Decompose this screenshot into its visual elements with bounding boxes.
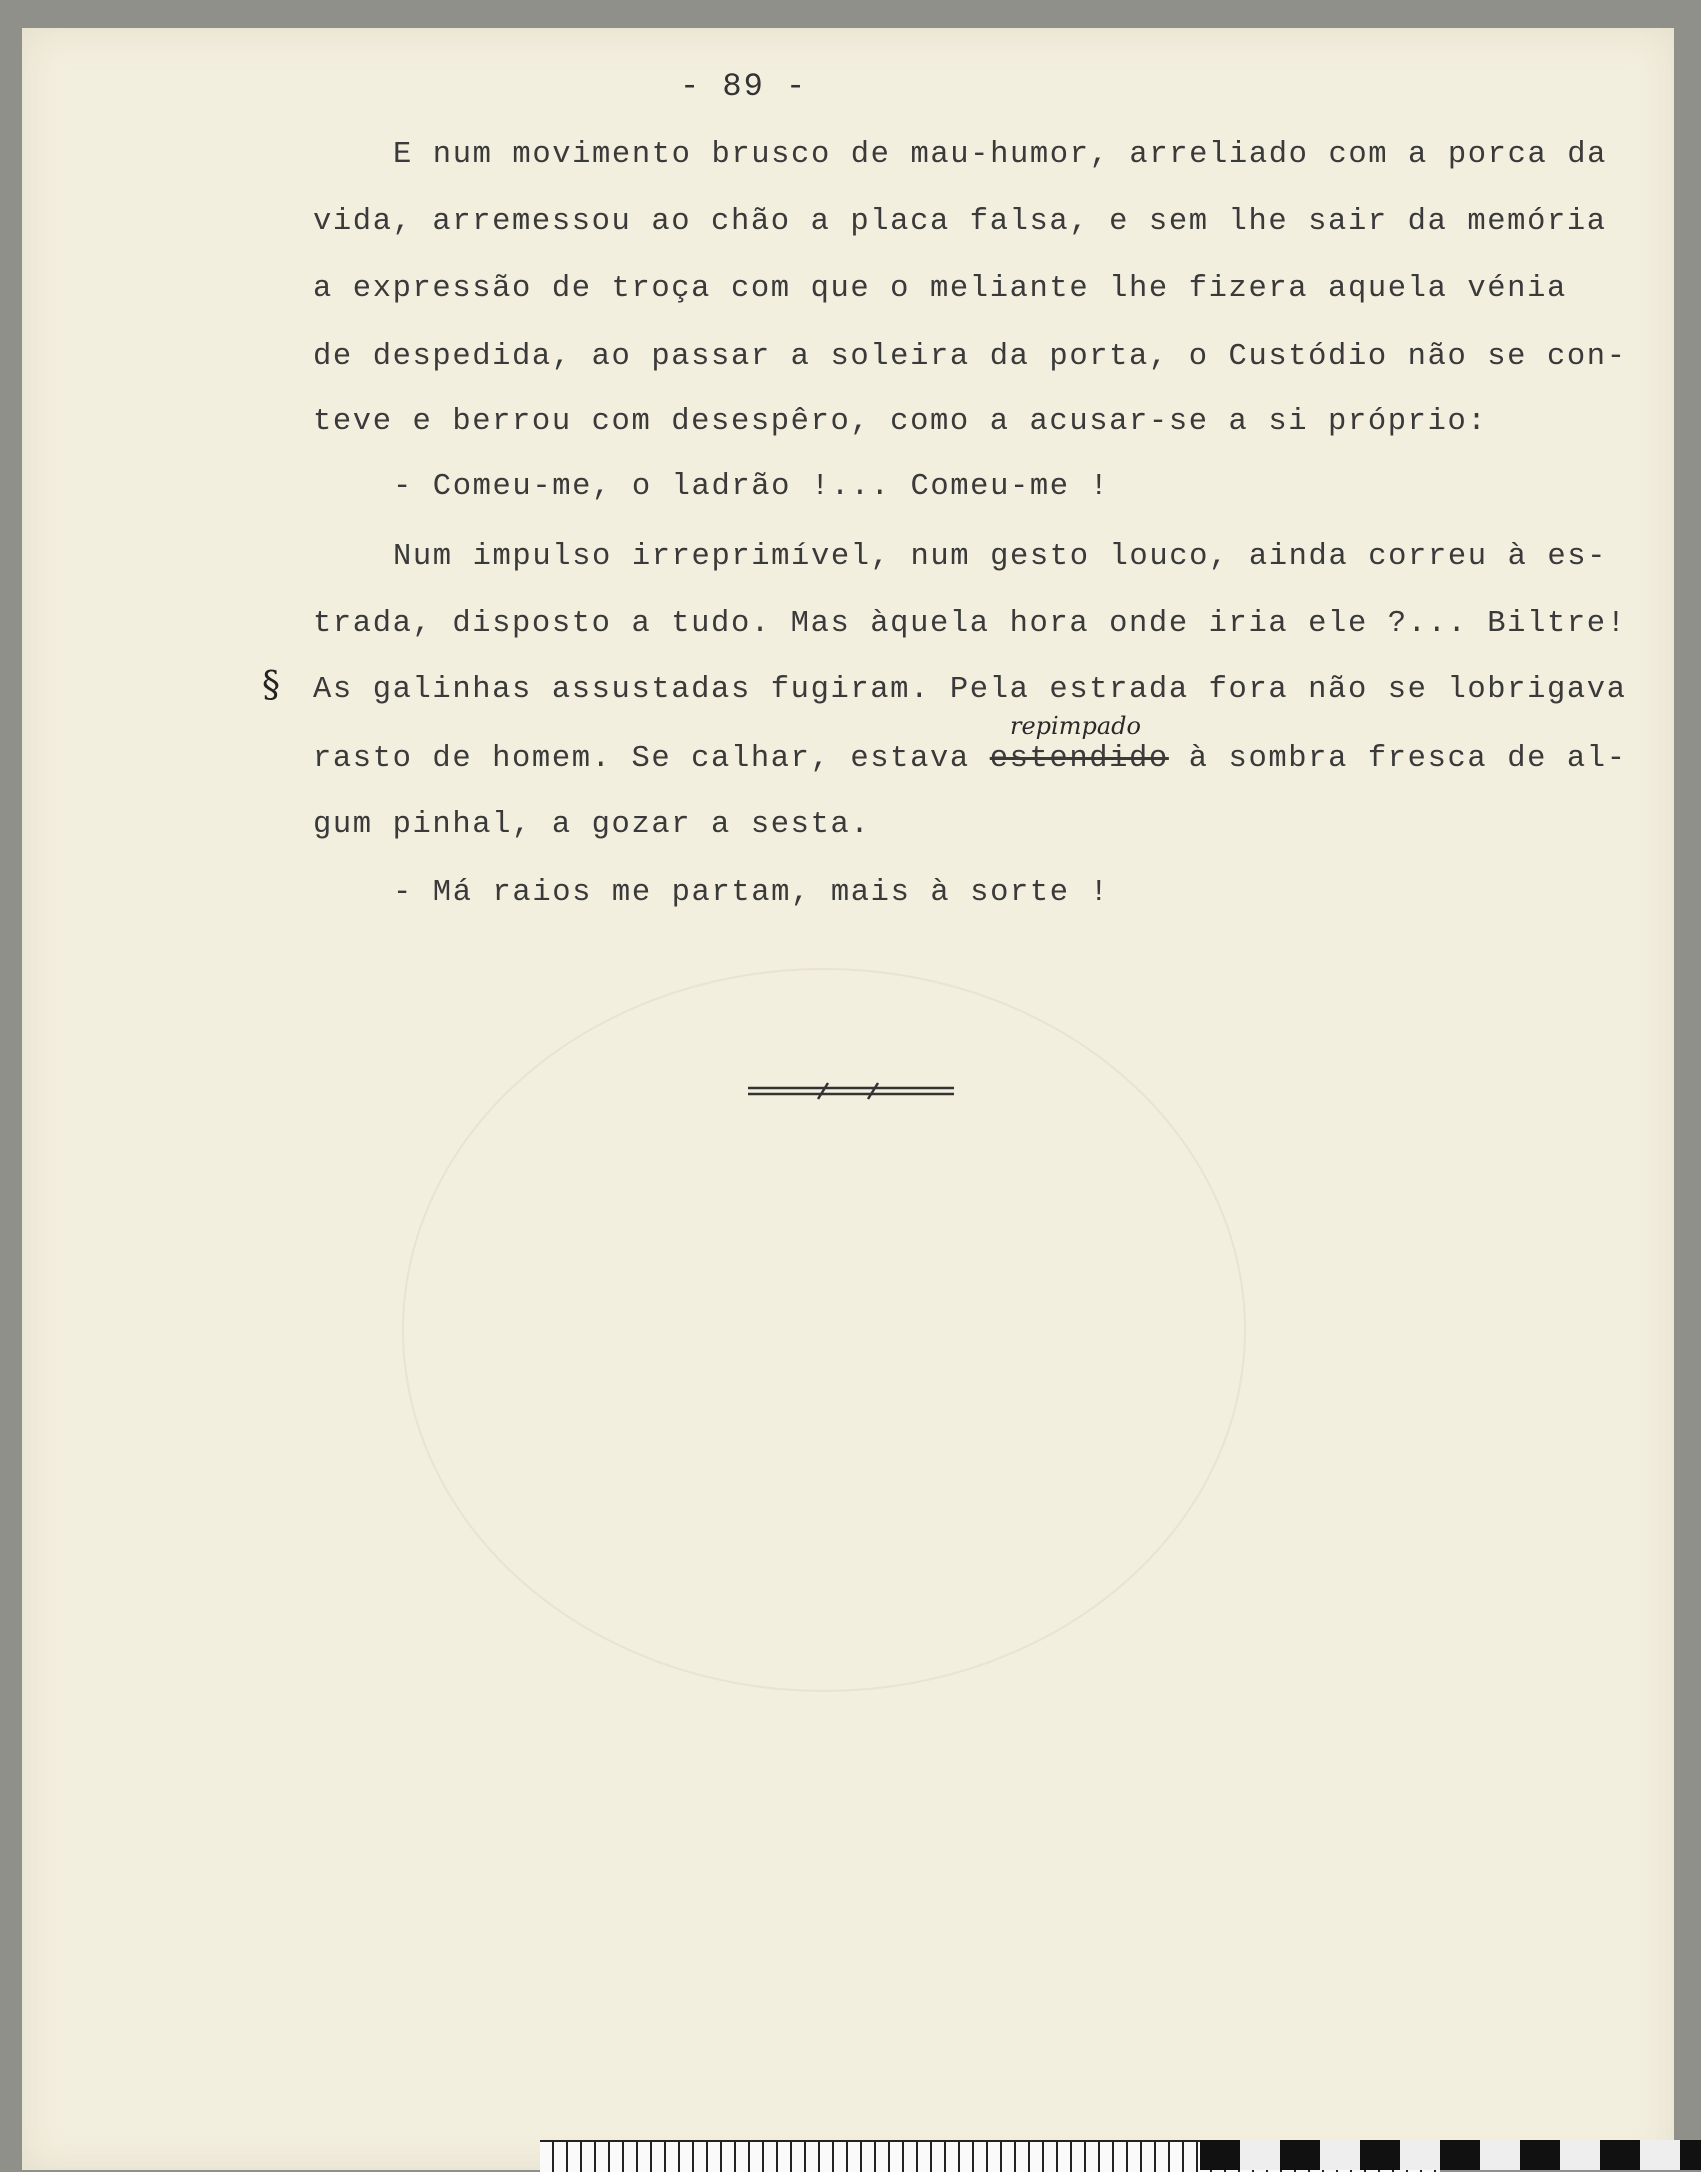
handwritten-insertion: repimpado	[1010, 712, 1141, 740]
text-line-9: As galinhas assustadas fugiram. Pela estrada fora não se lobrigava	[313, 673, 1627, 707]
text-line-8: trada, disposto a tudo. Mas àquela hora onde iria ele ?... Biltre!	[313, 607, 1627, 641]
color-scale-bar	[1200, 2140, 1701, 2170]
text-line-4: de despedida, ao passar a soleira da porta, o Custódio não se con-	[313, 340, 1627, 374]
text-segment: rasto de homem. Se calhar, estava	[313, 742, 990, 776]
text-segment: à sombra fresca de al-	[1168, 742, 1627, 776]
struck-word: estendido	[989, 742, 1169, 776]
text-line-3: a expressão de troça com que o meliante lhe fizera aquela vénia	[313, 272, 1567, 306]
page-number: - 89 -	[680, 68, 808, 105]
text-line-2: vida, arremessou ao chão a placa falsa, e sem lhe sair da memória	[313, 205, 1607, 239]
watermark-seal	[402, 968, 1246, 1692]
text-line-10	[313, 742, 1627, 776]
text-line-1: E num movimento brusco de mau-humor, arreliado com a porca da	[393, 138, 1608, 172]
text-line-12: - Má raios me partam, mais à sorte !	[393, 876, 1110, 910]
text-line-5: teve e berrou com desespêro, como a acusar-se a si próprio:	[313, 405, 1488, 439]
text-line-11: gum pinhal, a gozar a sesta.	[313, 808, 871, 842]
section-divider	[748, 1082, 954, 1100]
text-line-6: - Comeu-me, o ladrão !... Comeu-me !	[393, 470, 1110, 504]
text-line-7: Num impulso irreprimível, num gesto louco, ainda correu à es-	[393, 540, 1608, 574]
section-mark: §	[262, 665, 280, 706]
